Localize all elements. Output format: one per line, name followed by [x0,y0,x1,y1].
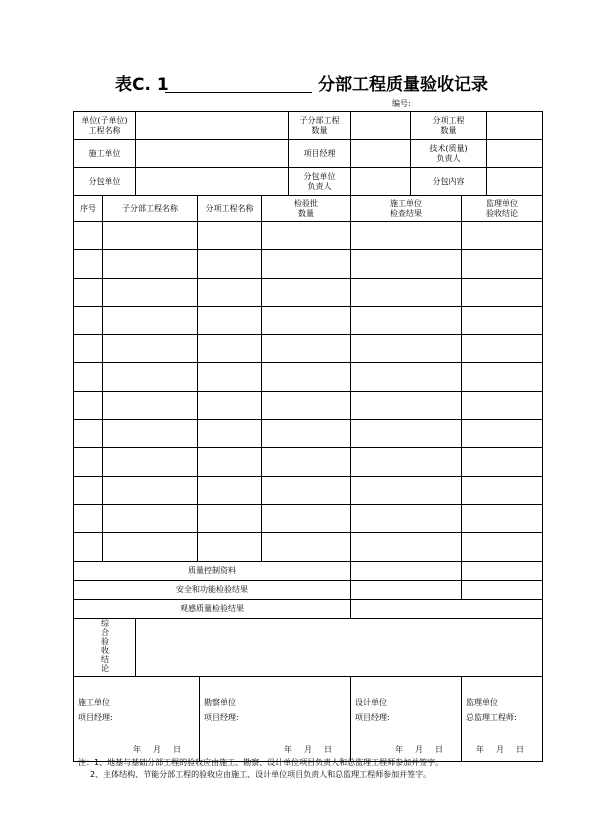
note-1: 注：1、地基与基础分部工程的验收应由施工、勘察、设计单位项目负责人和总监理工程师参加并签字。 [78,758,444,767]
col-header-construction: 施工单位 检查结果 [351,196,462,222]
table-row [74,335,543,363]
construction-unit-label: 施工单位 [74,140,136,168]
row-batch-count[interactable] [262,504,351,532]
quality-control-label: 质量控制资料 [74,561,351,580]
row-no[interactable] [74,476,103,504]
col-header-batch: 检验批 数量 [262,196,351,222]
row-construction-result[interactable] [351,278,462,306]
row-no[interactable] [74,306,103,334]
row-sub-name[interactable] [103,504,198,532]
quality-control-result[interactable] [351,561,462,580]
row-item-name[interactable] [198,448,262,476]
row-supervision-conclusion[interactable] [462,504,543,532]
appearance-result[interactable] [351,599,543,618]
appearance-label: 观感质量检验结果 [74,599,351,618]
signature-design[interactable]: 设计单位 项目经理: 年 月 日 [351,676,462,761]
info-row-1 [74,112,543,140]
row-no[interactable] [74,533,103,561]
row-batch-count[interactable] [262,278,351,306]
signature-supervision[interactable]: 监理单位 总监理工程师: 年 月 日 [462,676,543,761]
table-row [74,448,543,476]
row-sub-name[interactable] [103,476,198,504]
table-row [74,363,543,391]
row-construction-result[interactable] [351,306,462,334]
conclusion-value[interactable] [136,618,543,676]
row-no[interactable] [74,420,103,448]
row-sub-name[interactable] [103,391,198,419]
row-supervision-conclusion[interactable] [462,448,543,476]
row-construction-result[interactable] [351,420,462,448]
row-construction-result[interactable] [351,448,462,476]
note-2: 2、主体结构、节能分部工程的验收应由施工、设计单位项目负责人和总监理工程师参加并签字。 [90,770,432,779]
row-construction-result[interactable] [351,222,462,250]
table-row [74,222,543,250]
signature-row [74,676,543,761]
row-item-name[interactable] [198,504,262,532]
row-no[interactable] [74,278,103,306]
row-batch-count[interactable] [262,363,351,391]
row-construction-result[interactable] [351,250,462,278]
row-sub-name[interactable] [103,278,198,306]
safety-conclusion[interactable] [462,580,543,599]
row-supervision-conclusion[interactable] [462,391,543,419]
row-item-name[interactable] [198,391,262,419]
sub-lead-label: 分包单位 负责人 [289,168,351,196]
row-no[interactable] [74,363,103,391]
subcontract-unit-label: 分包单位 [74,168,136,196]
row-batch-count[interactable] [262,420,351,448]
sub-lead-value[interactable] [351,168,411,196]
row-batch-count[interactable] [262,533,351,561]
row-item-name[interactable] [198,306,262,334]
row-supervision-conclusion[interactable] [462,222,543,250]
col-header-supervision: 监理单位 验收结论 [462,196,543,222]
row-no[interactable] [74,335,103,363]
row-supervision-conclusion[interactable] [462,533,543,561]
row-item-name[interactable] [198,250,262,278]
row-item-name[interactable] [198,335,262,363]
construction-unit-value[interactable] [136,140,289,168]
row-supervision-conclusion[interactable] [462,278,543,306]
quality-control-row [74,561,543,580]
row-item-name[interactable] [198,533,262,561]
sub-content-label: 分包内容 [411,168,487,196]
row-supervision-conclusion[interactable] [462,420,543,448]
table-row [74,278,543,306]
table-row [74,504,543,532]
row-sub-name[interactable] [103,335,198,363]
signature-construction[interactable]: 施工单位 项目经理: 年 月 日 [74,676,200,761]
row-item-name[interactable] [198,476,262,504]
row-construction-result[interactable] [351,391,462,419]
info-row-2 [74,140,543,168]
table-row [74,306,543,334]
row-item-name[interactable] [198,278,262,306]
table-row [74,420,543,448]
header-row [74,196,543,222]
row-supervision-conclusion[interactable] [462,476,543,504]
row-sub-name[interactable] [103,222,198,250]
row-batch-count[interactable] [262,222,351,250]
row-construction-result[interactable] [351,363,462,391]
unit-name-label: 单位(子单位) 工程名称 [74,112,136,140]
row-supervision-conclusion[interactable] [462,306,543,334]
row-construction-result[interactable] [351,533,462,561]
row-supervision-conclusion[interactable] [462,363,543,391]
row-sub-name[interactable] [103,250,198,278]
project-manager-label: 项目经理 [289,140,351,168]
row-no[interactable] [74,250,103,278]
row-batch-count[interactable] [262,335,351,363]
row-batch-count[interactable] [262,306,351,334]
row-construction-result[interactable] [351,335,462,363]
project-manager-value[interactable] [351,140,411,168]
conclusion-row [74,618,543,676]
table-row [74,391,543,419]
row-sub-name[interactable] [103,306,198,334]
safety-label: 安全和功能检验结果 [74,580,351,599]
row-item-name[interactable] [198,420,262,448]
item-count-value[interactable] [487,112,543,140]
row-no[interactable] [74,391,103,419]
row-batch-count[interactable] [262,250,351,278]
form-title [0,68,590,96]
row-sub-name[interactable] [103,420,198,448]
serial-label: 编号: [392,99,411,108]
row-batch-count[interactable] [262,391,351,419]
row-supervision-conclusion[interactable] [462,335,543,363]
col-header-item: 分项工程名称 [198,196,262,222]
table-row [74,533,543,561]
row-sub-name[interactable] [103,363,198,391]
signature-survey[interactable]: 勘察单位 项目经理: 年 月 日 [200,676,351,761]
col-header-sub: 子分部工程名称 [103,196,198,222]
row-batch-count[interactable] [262,448,351,476]
row-no[interactable] [74,222,103,250]
row-sub-name[interactable] [103,448,198,476]
quality-control-conclusion[interactable] [462,561,543,580]
row-no[interactable] [74,448,103,476]
row-construction-result[interactable] [351,504,462,532]
form-number: 表C. 1 [115,75,169,95]
unit-name-value[interactable] [136,112,289,140]
conclusion-label: 综合验收结论 [74,618,136,676]
info-row-3 [74,168,543,196]
appearance-row [74,599,543,618]
table-row [74,250,543,278]
item-count-label: 分项工程 数量 [411,112,487,140]
sub-content-value[interactable] [487,168,543,196]
tech-lead-value[interactable] [487,140,543,168]
data-rows [74,222,543,562]
notes [78,757,443,781]
safety-row [74,580,543,599]
table-row [74,476,543,504]
sub-count-value[interactable] [351,112,411,140]
row-no[interactable] [74,504,103,532]
title-blank-line [165,92,312,93]
row-batch-count[interactable] [262,476,351,504]
tech-lead-label: 技术(质量) 负责人 [411,140,487,168]
acceptance-table [73,111,543,762]
row-sub-name[interactable] [103,533,198,561]
sub-count-label: 子分部工程 数量 [289,112,351,140]
row-supervision-conclusion[interactable] [462,250,543,278]
subcontract-unit-value[interactable] [136,168,289,196]
row-item-name[interactable] [198,363,262,391]
col-header-no: 序号 [74,196,103,222]
row-construction-result[interactable] [351,476,462,504]
form-heading: 分部工程质量验收记录 [318,75,488,95]
safety-result[interactable] [351,580,462,599]
row-item-name[interactable] [198,222,262,250]
